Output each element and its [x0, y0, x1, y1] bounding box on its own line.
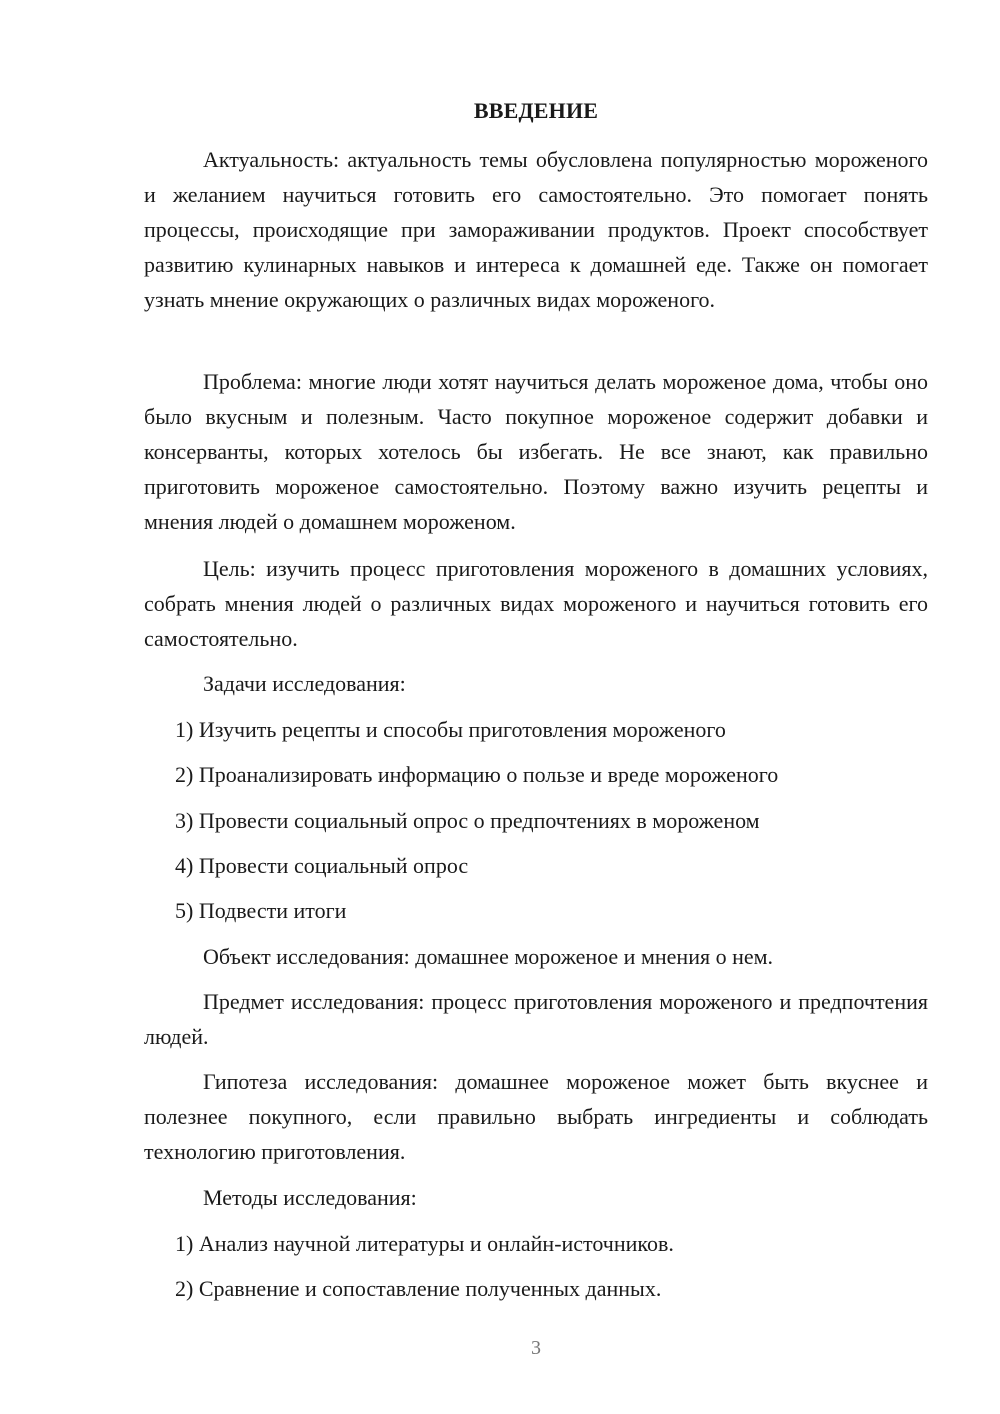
task-item: 5) Подвести итоги — [175, 898, 347, 923]
document-page — [144, 0, 928, 1414]
hypothesis-paragraph: Гипотеза исследования: домашнее мороженое может быть вкуснее и полезнее покупного, если правильно выбрать ингредиенты и соблюдать технологию приготовления. — [144, 1069, 928, 1164]
relevance-paragraph: Актуальность: актуальность темы обусловлена популярностью мороженого и желанием научиться готовить его самостоятельно. Это помогает понять процессы, происходящие при замораживании продуктов. Проект способствует развитию кулинарных навыков и интереса к домашней еде. Также он помогает узнать мнение окружающих о различных видах мороженого. — [144, 147, 928, 312]
task-item: 2) Проанализировать информацию о пользе и вреде мороженого — [175, 762, 779, 787]
goal-paragraph: Цель: изучить процесс приготовления мороженого в домашних условиях, собрать мнения людей о различных видах мороженого и научиться готовить его самостоятельно. — [144, 556, 928, 651]
method-item: 2) Сравнение и сопоставление полученных данных. — [175, 1276, 662, 1301]
task-item: 3) Провести социальный опрос о предпочтениях в мороженом — [175, 808, 760, 833]
page-number: 3 — [531, 1337, 541, 1359]
method-item: 1) Анализ научной литературы и онлайн-источников. — [175, 1231, 674, 1256]
tasks-heading: Задачи исследования: — [203, 671, 406, 696]
task-item: 4) Провести социальный опрос — [175, 853, 469, 878]
page-title: ВВЕДЕНИЕ — [473, 98, 599, 123]
object-paragraph: Объект исследования: домашнее мороженое и мнения о нем. — [203, 944, 774, 969]
methods-heading: Методы исследования: — [203, 1185, 417, 1210]
subject-paragraph: Предмет исследования: процесс приготовления мороженого и предпочтения людей. — [144, 989, 928, 1049]
problem-paragraph: Проблема: многие люди хотят научиться делать мороженое дома, чтобы оно было вкусным и полезным. Часто покупное мороженое содержит добавки и консерванты, которых хотелось бы избегать. Не все знают, как правильно приготовить мороженое самостоятельно. Поэтому важно изучить рецепты и мнения людей о домашнем мороженом. — [144, 369, 928, 534]
task-item: 1) Изучить рецепты и способы приготовления мороженого — [175, 717, 726, 742]
